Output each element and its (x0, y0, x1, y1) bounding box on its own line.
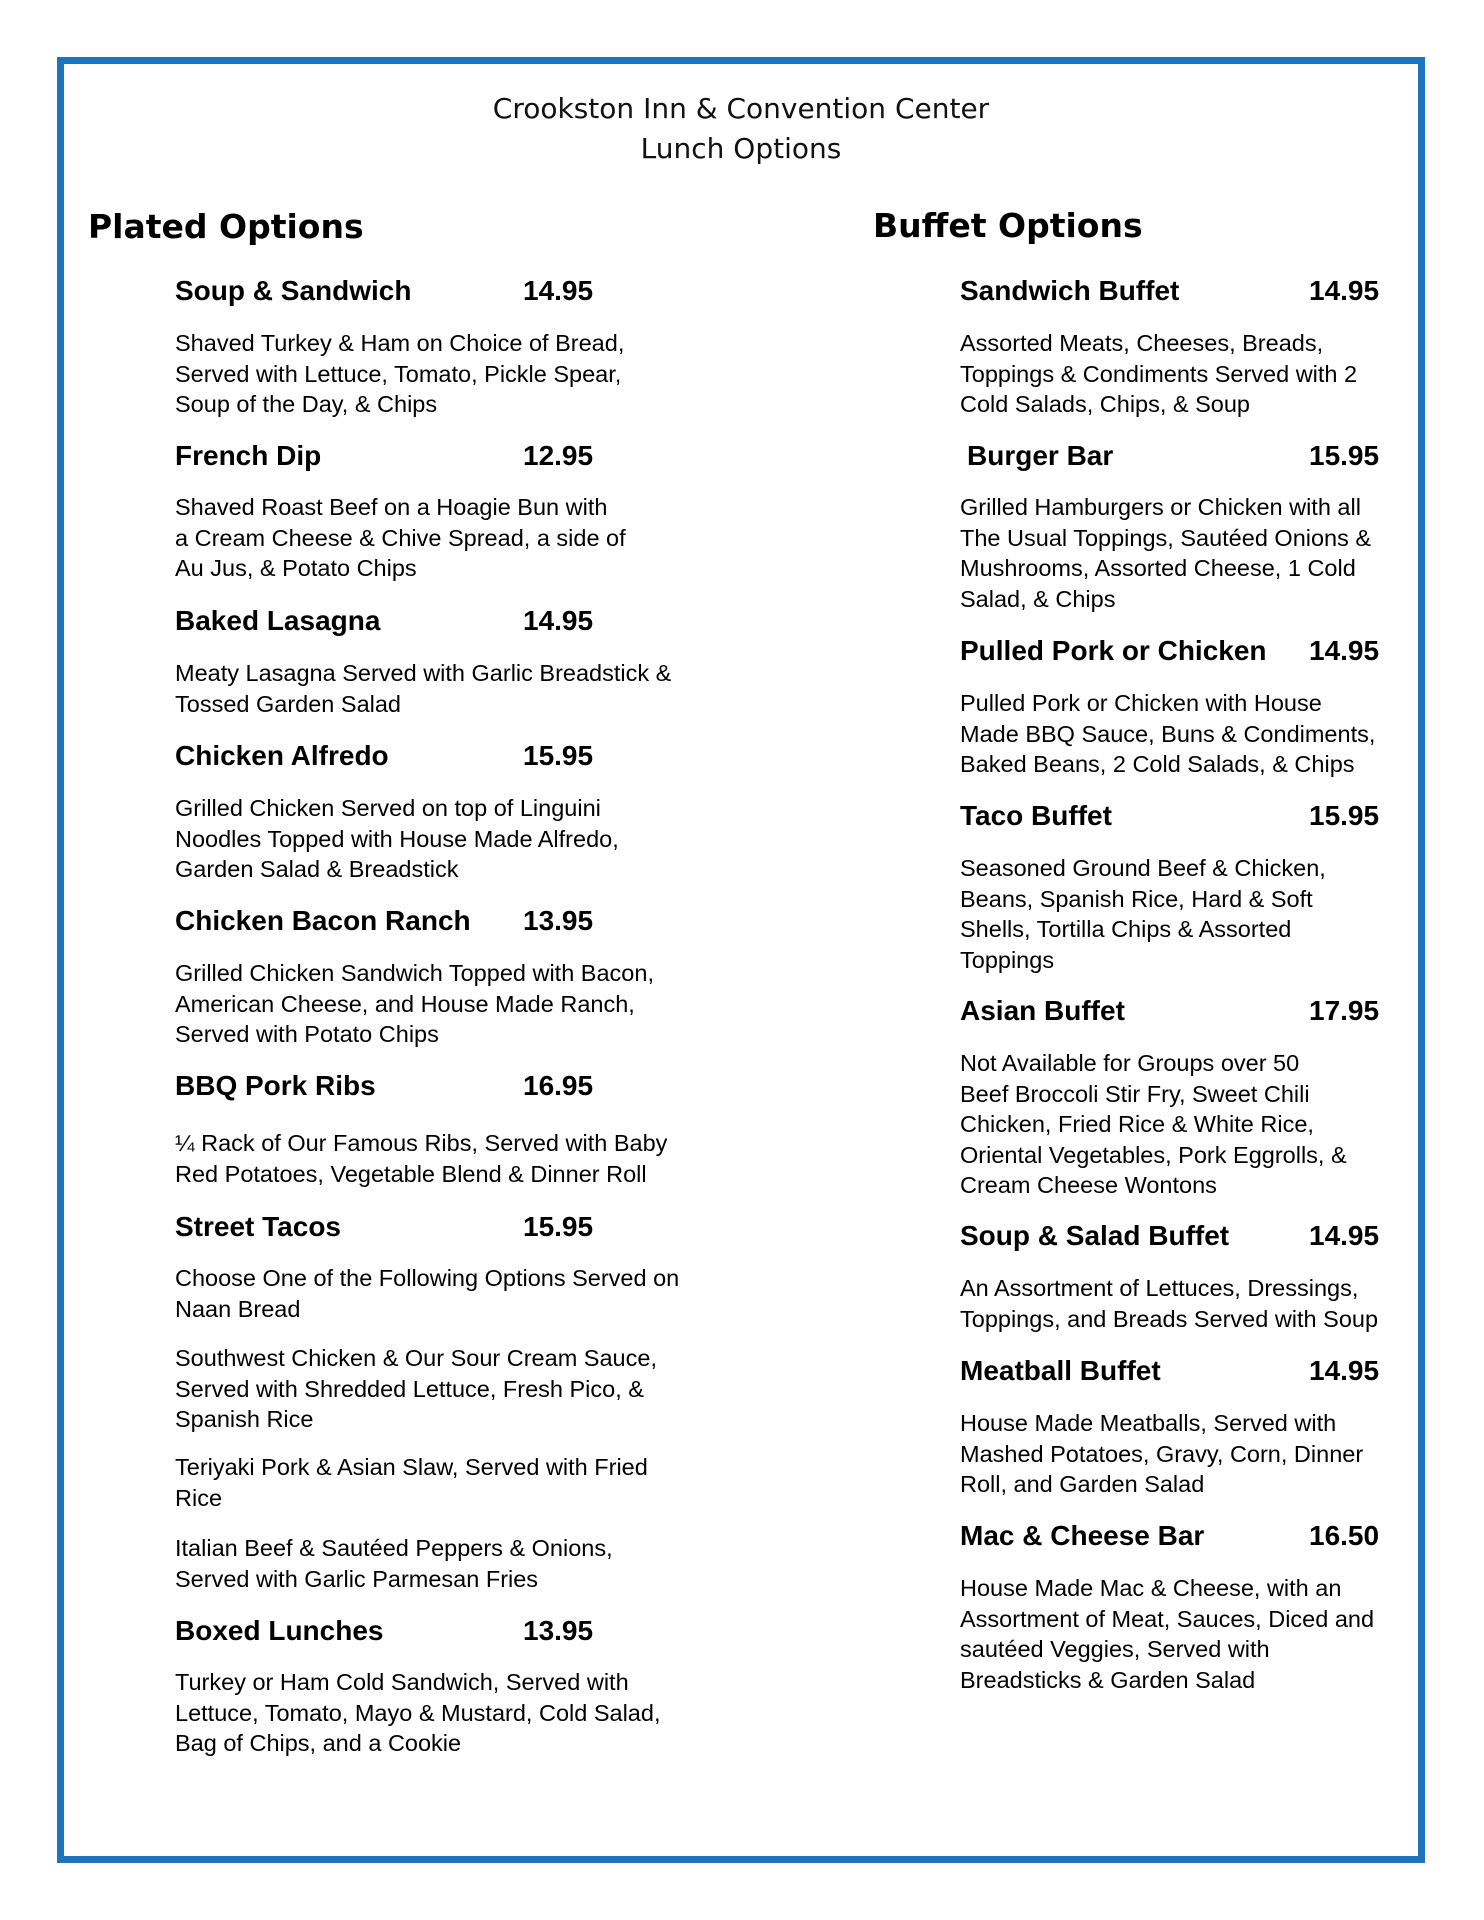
menu-title: Lunch Options (640, 132, 842, 165)
menu-item-name: Burger Bar (967, 440, 1114, 471)
buffet-heading: Buffet Options (873, 206, 1143, 245)
menu-item-name: Pulled Pork or Chicken (960, 635, 1267, 666)
menu-item-description: Not Available for Groups over 50 Beef Broccoli Stir Fry, Sweet Chili Chicken, Fried Rice & White Rice, Oriental Vegetables, Pork Eggrolls, & Cream Cheese Wontons (960, 1050, 1347, 1198)
menu-item-name: Chicken Alfredo (175, 740, 389, 771)
menu-item-price: 14.95 (1309, 1355, 1380, 1386)
menu-item-price: 16.95 (523, 1070, 594, 1101)
menu-item-description: Assorted Meats, Cheeses, Breads, Toppings & Condiments Served with 2 Cold Salads, Chips, & Soup (960, 330, 1358, 417)
taco-option: Teriyaki Pork & Asian Slaw, Served with Fried Rice (175, 1454, 648, 1511)
menu-item-name: Asian Buffet (960, 995, 1125, 1026)
menu-item-name: Sandwich Buffet (960, 275, 1180, 306)
menu-item-description: House Made Meatballs, Served with Mashed Potatoes, Gravy, Corn, Dinner Roll, and Garden Salad (960, 1410, 1364, 1497)
menu-item-description: ¼ Rack of Our Famous Ribs, Served with Baby Red Potatoes, Vegetable Blend & Dinner Roll (175, 1130, 668, 1187)
menu-item-price: 14.95 (523, 275, 594, 306)
menu-item-description: Meaty Lasagna Served with Garlic Breadstick & Tossed Garden Salad (175, 660, 672, 717)
menu-item-price: 16.50 (1309, 1520, 1380, 1551)
menu-item-description: Pulled Pork or Chicken with House Made BBQ Sauce, Buns & Condiments, Baked Beans, 2 Cold Salads, & Chips (960, 690, 1376, 777)
menu-item-description: Seasoned Ground Beef & Chicken, Beans, Spanish Rice, Hard & Soft Shells, Tortilla Chips & Assorted Toppings (960, 855, 1326, 973)
menu-item-description: House Made Mac & Cheese, with an Assortment of Meat, Sauces, Diced and sautéed Veggies, Served with Breadsticks & Garden Salad (960, 1575, 1375, 1693)
menu-item-name: Mac & Cheese Bar (960, 1520, 1205, 1551)
menu-item-price: 15.95 (1309, 800, 1380, 831)
menu-item-price: 15.95 (523, 1211, 594, 1242)
menu-item-description: Shaved Turkey & Ham on Choice of Bread, Served with Lettuce, Tomato, Pickle Spear, Soup of the Day, & Chips (175, 330, 625, 417)
menu-item-name: Boxed Lunches (175, 1615, 384, 1646)
menu-item-name: Meatball Buffet (960, 1355, 1161, 1386)
menu-item-price: 15.95 (1309, 440, 1380, 471)
taco-option: Southwest Chicken & Our Sour Cream Sauce, Served with Shredded Lettuce, Fresh Pico, & Spanish Rice (175, 1345, 657, 1432)
menu-item-name: Street Tacos (175, 1211, 341, 1242)
menu-item-description: Grilled Chicken Sandwich Topped with Bacon, American Cheese, and House Made Ranch, Served with Potato Chips (175, 960, 654, 1047)
menu-item-description: Grilled Hamburgers or Chicken with all The Usual Toppings, Sautéed Onions & Mushrooms, Assorted Cheese, 1 Cold Salad, & Chips (960, 494, 1372, 612)
menu-item-name: Soup & Sandwich (175, 275, 412, 306)
menu-item-price: 14.95 (1309, 1220, 1380, 1251)
menu-item-price: 14.95 (523, 605, 594, 636)
menu-item-description: Turkey or Ham Cold Sandwich, Served with Lettuce, Tomato, Mayo & Mustard, Cold Salad, Bag of Chips, and a Cookie (175, 1669, 661, 1756)
taco-option: Italian Beef & Sautéed Peppers & Onions, Served with Garlic Parmesan Fries (175, 1535, 613, 1592)
menu-item-description: Grilled Chicken Served on top of Linguini Noodles Topped with House Made Alfredo, Garden Salad & Breadstick (175, 795, 619, 882)
menu-item-price: 13.95 (523, 1615, 594, 1646)
plated-heading: Plated Options (88, 207, 364, 246)
menu-item-name: Soup & Salad Buffet (960, 1220, 1230, 1251)
menu-item-name: Baked Lasagna (175, 605, 381, 636)
menu-item-name: BBQ Pork Ribs (175, 1070, 376, 1101)
menu-item-price: 13.95 (523, 905, 594, 936)
menu-item-description: Shaved Roast Beef on a Hoagie Bun with a Cream Cheese & Chive Spread, a side of Au Jus, & Potato Chips (175, 494, 626, 581)
menu-item-description: Choose One of the Following Options Served on Naan Bread (175, 1265, 680, 1322)
menu-item-price: 15.95 (523, 740, 594, 771)
menu-item-name: Taco Buffet (960, 800, 1112, 831)
menu-item-name: Chicken Bacon Ranch (175, 905, 471, 936)
menu-item-name: French Dip (175, 440, 322, 471)
menu-item-price: 12.95 (523, 440, 594, 471)
menu-item-price: 14.95 (1309, 275, 1380, 306)
menu-item-price: 14.95 (1309, 635, 1380, 666)
menu-item-price: 17.95 (1309, 995, 1380, 1026)
menu-item-description: An Assortment of Lettuces, Dressings, Toppings, and Breads Served with Soup (960, 1275, 1379, 1332)
venue-name: Crookston Inn & Convention Center (492, 92, 990, 125)
